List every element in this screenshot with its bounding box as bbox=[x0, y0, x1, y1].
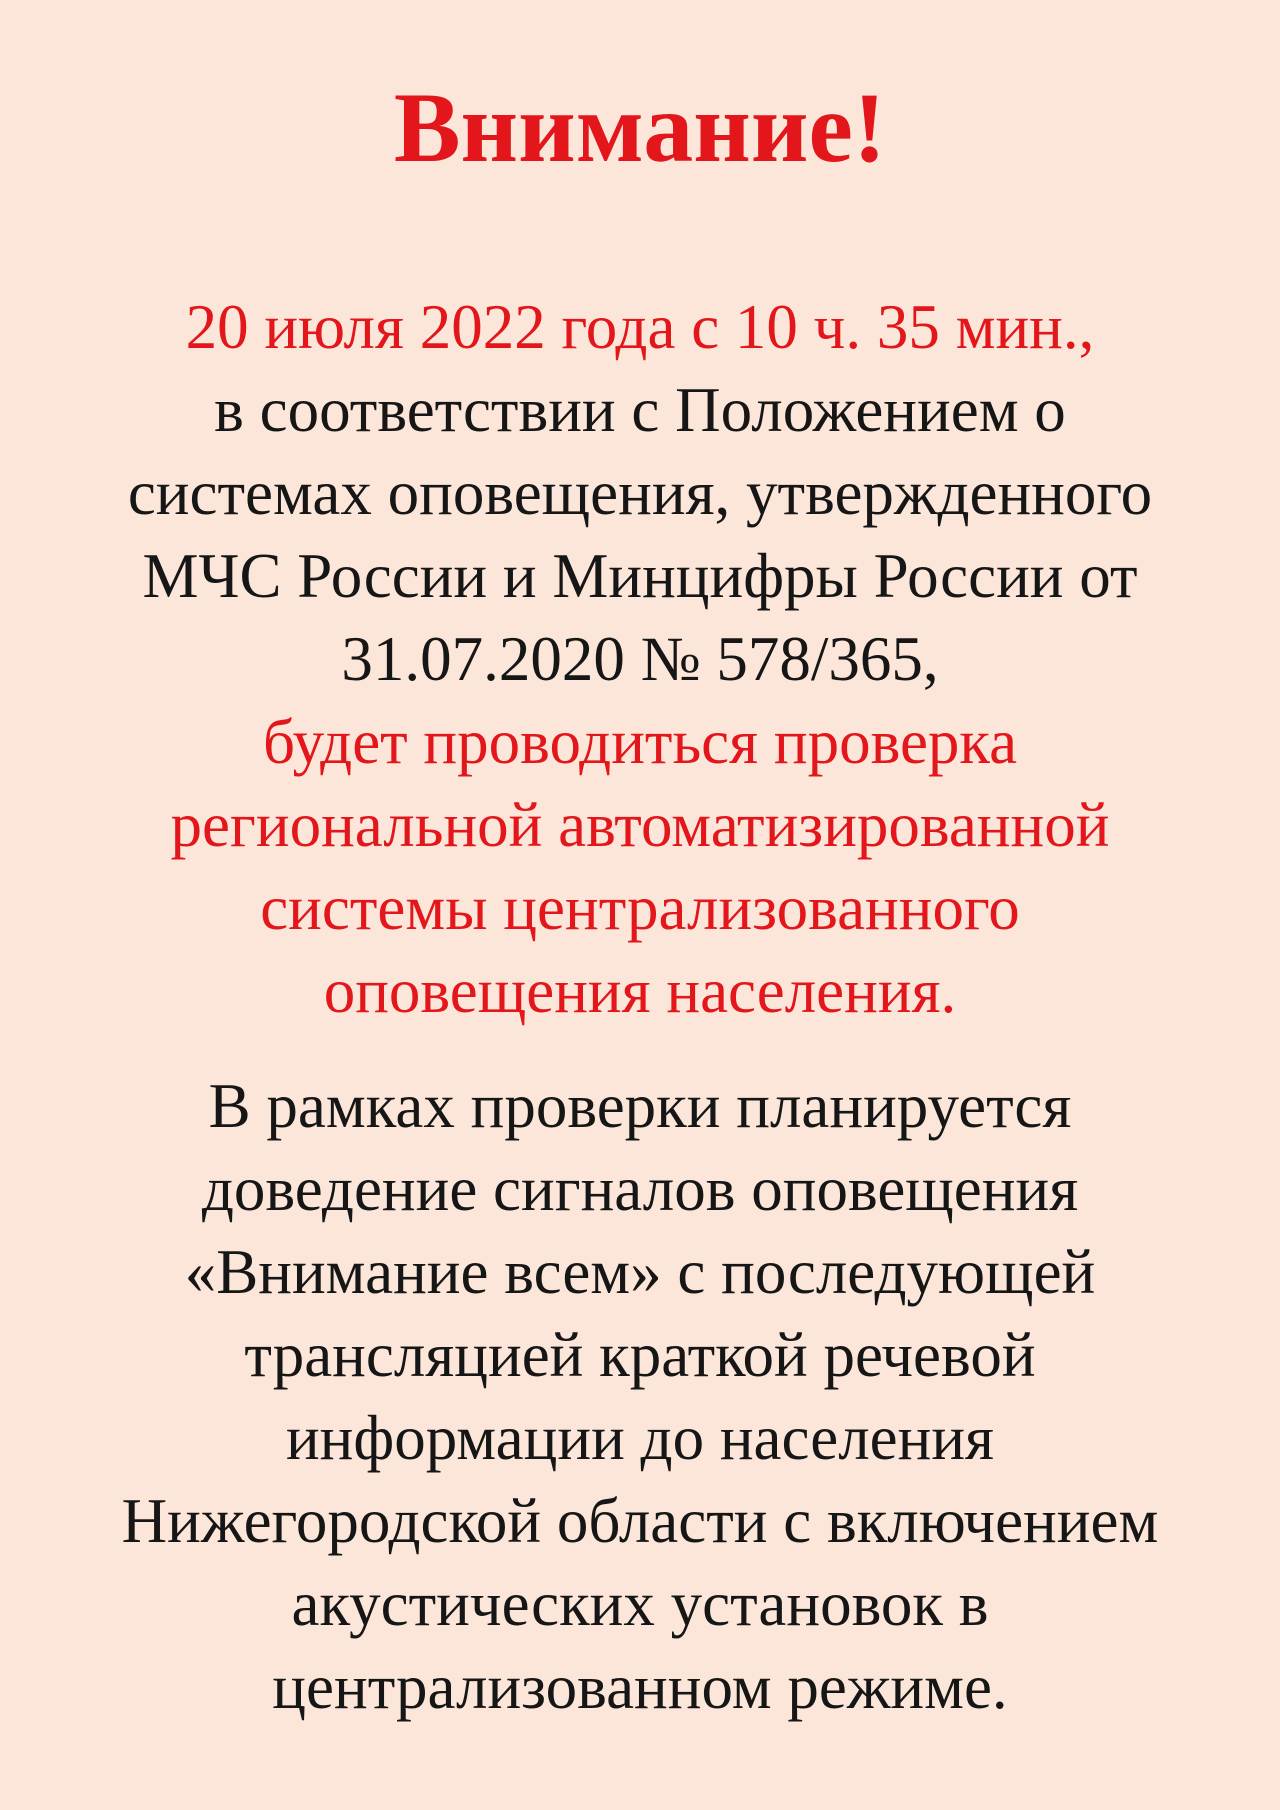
check-line: будет проводиться проверка bbox=[262, 707, 1018, 777]
date-time-line: 20 июля 2022 года с 10 ч. 35 мин., bbox=[185, 292, 1095, 362]
plan-line: Нижегородской области с включением bbox=[121, 1486, 1159, 1556]
check-line: системы централизованного bbox=[260, 873, 1020, 943]
notice-title: Внимание! bbox=[393, 72, 887, 183]
legal-line: 31.07.2020 № 578/365, bbox=[341, 624, 939, 694]
plan-line: доведение сигналов оповещения bbox=[201, 1154, 1079, 1224]
check-line: оповещения населения. bbox=[323, 956, 957, 1026]
check-announcement-paragraph bbox=[0, 701, 1280, 1033]
plan-line: информации до населения bbox=[285, 1403, 995, 1473]
plan-line: трансляцией краткой речевой bbox=[244, 1320, 1036, 1390]
plan-line: централизованном режиме. bbox=[272, 1652, 1008, 1722]
legal-line: в соответствии с Положением о bbox=[214, 375, 1066, 445]
check-line: региональной автоматизированной bbox=[170, 790, 1110, 860]
legal-line: МЧС России и Минцифры России от bbox=[142, 541, 1138, 611]
legal-line: системах оповещения, утвержденного bbox=[127, 458, 1153, 528]
plan-line: «Внимание всем» с последующей bbox=[184, 1237, 1096, 1307]
legal-basis-paragraph bbox=[0, 369, 1280, 701]
plan-line: акустических установок в bbox=[291, 1569, 989, 1639]
plan-line: В рамках проверки планируется bbox=[208, 1071, 1072, 1141]
plan-paragraph bbox=[0, 1065, 1280, 1729]
